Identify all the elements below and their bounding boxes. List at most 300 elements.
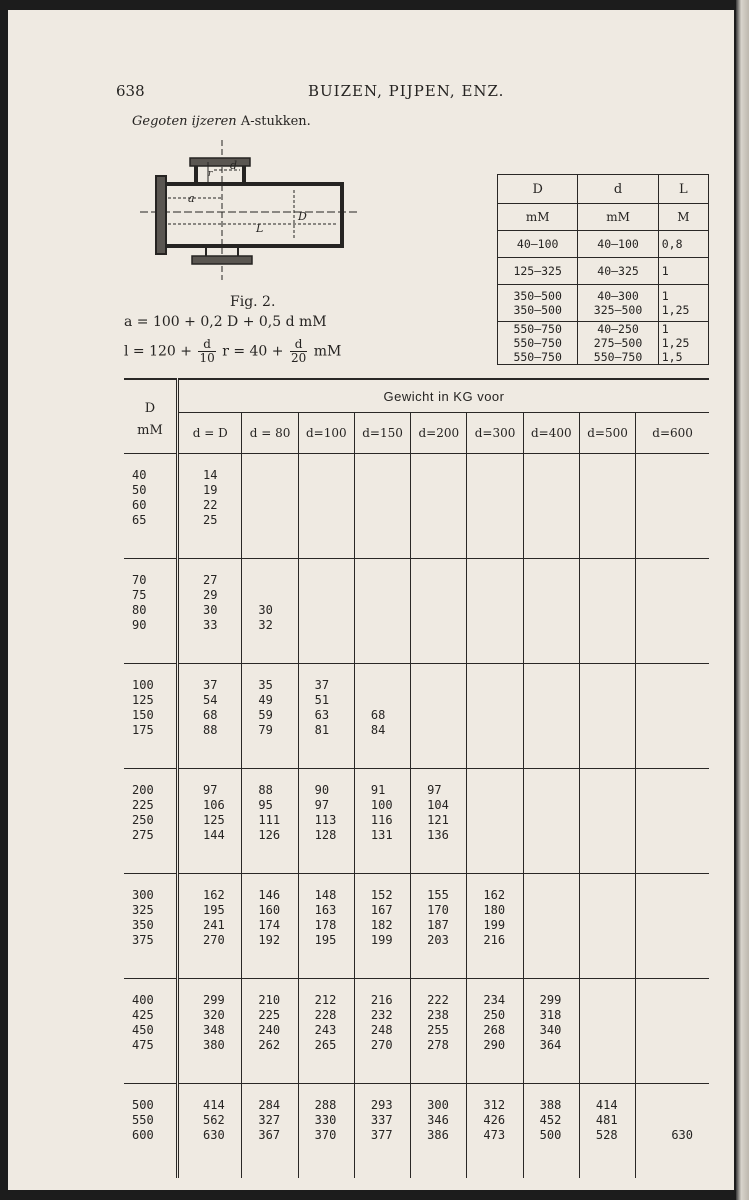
cell-line: 550—750 xyxy=(593,350,643,364)
weight-value: 255 xyxy=(427,1023,449,1037)
diameter-cell xyxy=(124,664,178,769)
column-header: d=200 xyxy=(411,413,467,454)
formula-l-suffix: mM xyxy=(313,343,342,360)
weight-value: 152 xyxy=(370,888,393,902)
weight-value: 364 xyxy=(539,1038,562,1052)
weight-value: 27 xyxy=(203,573,218,587)
weight-value: 318 xyxy=(539,1008,562,1022)
column-header: d=100 xyxy=(298,413,354,454)
weight-cell xyxy=(636,454,709,559)
weight-value: 25 xyxy=(203,513,218,527)
weight-cell xyxy=(636,979,709,1084)
weight-value: 180 xyxy=(483,903,506,917)
weight-cell xyxy=(242,1084,298,1179)
weight-value: 241 xyxy=(203,918,225,932)
cell-line: 1 xyxy=(661,322,669,336)
weight-cell xyxy=(411,769,467,874)
weight-cell xyxy=(579,1084,635,1179)
header-L: L xyxy=(658,175,708,204)
weight-cell xyxy=(242,979,298,1084)
weight-value: 562 xyxy=(203,1113,225,1127)
weight-value: 49 xyxy=(258,693,273,707)
table-cell xyxy=(498,258,578,285)
group-title: Gewicht in KG voor xyxy=(178,379,710,413)
weight-value: 22 xyxy=(203,498,218,512)
formula-a: a = 100 + 0,2 D + 0,5 d mM xyxy=(124,314,327,330)
weight-value: 228 xyxy=(314,1008,337,1022)
weight-value: 346 xyxy=(427,1113,449,1127)
cell-line: 125—325 xyxy=(513,264,562,278)
weight-value: 199 xyxy=(370,933,393,947)
row-header-label: D xyxy=(144,401,156,416)
weight-value: 212 xyxy=(314,993,337,1007)
weight-value: 262 xyxy=(258,1038,281,1052)
weight-value: 37 xyxy=(314,678,330,692)
diameter-value: 200 xyxy=(132,783,154,797)
weight-cell xyxy=(242,769,298,874)
weight-value: 51 xyxy=(314,693,330,707)
weight-value: 630 xyxy=(671,1128,693,1142)
weight-value: 195 xyxy=(203,903,225,917)
weight-value: 250 xyxy=(483,1008,506,1022)
weight-cell xyxy=(411,1084,467,1179)
weight-value: 37 xyxy=(203,678,218,692)
running-title: BUIZEN, PIJPEN, ENZ. xyxy=(308,82,505,100)
fraction-d-20 xyxy=(290,338,307,365)
diameter-value: 400 xyxy=(132,993,154,1007)
fraction-numerator: d xyxy=(198,338,215,352)
weight-value: 121 xyxy=(427,813,449,827)
diameter-cell xyxy=(124,559,178,664)
weight-cell xyxy=(411,874,467,979)
diameter-value: 375 xyxy=(132,933,154,947)
weight-value: 59 xyxy=(258,708,273,722)
weight-cell xyxy=(579,769,635,874)
weight-value xyxy=(652,1113,693,1128)
weight-value: 240 xyxy=(258,1023,281,1037)
weight-value: 340 xyxy=(539,1023,562,1037)
weight-cell xyxy=(636,664,709,769)
table-row-group xyxy=(124,454,709,559)
weight-cell xyxy=(242,664,298,769)
weight-value: 290 xyxy=(483,1038,506,1052)
weight-cell xyxy=(523,874,579,979)
row-header-D xyxy=(124,379,178,454)
weight-cell xyxy=(636,559,709,664)
weight-value: 367 xyxy=(258,1128,281,1142)
weight-value: 388 xyxy=(539,1098,562,1112)
weight-value: 299 xyxy=(203,993,225,1007)
column-header-row xyxy=(124,413,709,454)
weight-cell xyxy=(467,979,523,1084)
weight-value: 232 xyxy=(370,1008,393,1022)
diameter-value: 500 xyxy=(132,1098,154,1112)
weight-value: 182 xyxy=(370,918,393,932)
weight-value: 380 xyxy=(203,1038,225,1052)
table-cell xyxy=(658,322,708,365)
weight-cell xyxy=(298,559,354,664)
table-row-group xyxy=(124,769,709,874)
weight-value: 528 xyxy=(595,1128,618,1142)
column-header: d=500 xyxy=(579,413,635,454)
tee-pipe-drawing xyxy=(138,140,368,290)
weight-value: 126 xyxy=(258,828,281,842)
diameter-value: 350 xyxy=(132,918,154,932)
weight-value: 500 xyxy=(539,1128,562,1142)
weight-cell xyxy=(636,1084,709,1179)
weight-value: 199 xyxy=(483,918,506,932)
weight-value: 270 xyxy=(203,933,225,947)
diameter-value: 150 xyxy=(132,708,154,722)
weight-cell xyxy=(178,1084,242,1179)
cell-line: 40—100 xyxy=(597,237,639,251)
formula-l xyxy=(124,338,341,365)
diameter-value: 225 xyxy=(132,798,154,812)
cell-line: 40—300 xyxy=(597,289,639,303)
weight-value: 63 xyxy=(314,708,330,722)
diameter-value: 100 xyxy=(132,678,154,692)
column-header: d=300 xyxy=(467,413,523,454)
weight-cell xyxy=(298,1084,354,1179)
weight-cell xyxy=(242,559,298,664)
weight-value: 216 xyxy=(370,993,393,1007)
table-cell xyxy=(578,258,658,285)
column-header: d=600 xyxy=(636,413,709,454)
weight-value: 155 xyxy=(427,888,449,902)
table-row-group xyxy=(124,874,709,979)
diameter-value: 250 xyxy=(132,813,154,827)
weight-value xyxy=(258,588,297,603)
unit-L: M xyxy=(658,204,708,231)
header-D: D xyxy=(498,175,578,204)
weight-value: 386 xyxy=(427,1128,449,1142)
formula-l-mid: r = 40 + xyxy=(222,343,284,360)
tee-pipe-figure xyxy=(138,140,368,290)
weight-cell xyxy=(242,874,298,979)
table-cell xyxy=(578,231,658,258)
weight-value xyxy=(371,693,410,708)
weight-cell xyxy=(178,769,242,874)
weight-value: 473 xyxy=(483,1128,506,1142)
weight-value: 163 xyxy=(314,903,337,917)
table-cell xyxy=(578,285,658,322)
weight-value: 160 xyxy=(258,903,281,917)
cell-line: 1 xyxy=(661,289,669,303)
column-header: d = 80 xyxy=(242,413,298,454)
weight-value: 192 xyxy=(258,933,281,947)
weight-value: 370 xyxy=(314,1128,337,1142)
weight-value: 300 xyxy=(427,1098,449,1112)
column-header: d=400 xyxy=(523,413,579,454)
weight-cell xyxy=(411,454,467,559)
diameter-value: 80 xyxy=(132,603,147,617)
weight-value: 195 xyxy=(314,933,337,947)
table-row-group xyxy=(124,1084,709,1179)
weight-value: 278 xyxy=(427,1038,449,1052)
weight-value: 187 xyxy=(427,918,449,932)
page-number: 638 xyxy=(116,82,145,100)
weight-value: 288 xyxy=(314,1098,337,1112)
weight-value: 426 xyxy=(483,1113,506,1127)
weight-value: 265 xyxy=(314,1038,337,1052)
weight-cell xyxy=(523,454,579,559)
weight-cell xyxy=(178,979,242,1084)
cell-line: 550—750 xyxy=(513,322,562,336)
weight-cell xyxy=(579,559,635,664)
weight-value: 125 xyxy=(203,813,225,827)
formula-l-prefix: l = 120 + xyxy=(124,343,193,360)
weight-cell xyxy=(178,559,242,664)
weight-value: 54 xyxy=(203,693,218,707)
book-page xyxy=(8,10,734,1190)
label-L: L xyxy=(256,222,264,235)
unit-d: mM xyxy=(578,204,658,231)
weight-value: 270 xyxy=(370,1038,393,1052)
weight-cell xyxy=(354,874,410,979)
diameter-cell xyxy=(124,874,178,979)
weight-value: 88 xyxy=(203,723,218,737)
weight-value: 136 xyxy=(427,828,449,842)
weight-value: 146 xyxy=(258,888,281,902)
diameter-value: 40 xyxy=(132,468,147,482)
weight-value: 91 xyxy=(370,783,386,797)
weight-value: 88 xyxy=(258,783,273,797)
weight-value: 222 xyxy=(427,993,449,1007)
weight-cell xyxy=(579,874,635,979)
diameter-value: 275 xyxy=(132,828,154,842)
weight-value: 330 xyxy=(314,1113,337,1127)
weight-value: 630 xyxy=(203,1128,225,1142)
diameter-cell xyxy=(124,454,178,559)
weight-value: 414 xyxy=(203,1098,225,1112)
weight-value xyxy=(652,1098,693,1113)
weight-value: 481 xyxy=(595,1113,618,1127)
cell-line: 550—750 xyxy=(513,336,562,350)
table-cell xyxy=(658,285,708,322)
weight-cell xyxy=(411,979,467,1084)
weight-cell xyxy=(298,664,354,769)
weight-cell xyxy=(467,454,523,559)
weight-cell xyxy=(523,559,579,664)
row-header-unit: mM xyxy=(137,423,163,438)
weight-value: 144 xyxy=(203,828,225,842)
weight-value: 111 xyxy=(258,813,281,827)
weight-value: 106 xyxy=(203,798,225,812)
weight-cell xyxy=(523,769,579,874)
weight-value: 79 xyxy=(258,723,273,737)
diameter-value: 425 xyxy=(132,1008,154,1022)
label-d: d xyxy=(230,159,238,172)
book-spine xyxy=(736,0,749,1200)
weight-value xyxy=(371,678,410,693)
weight-cell xyxy=(523,979,579,1084)
cell-line: 1 xyxy=(661,264,669,278)
weight-cell xyxy=(523,664,579,769)
weight-value: 210 xyxy=(258,993,281,1007)
fraction-denominator: 10 xyxy=(199,351,215,365)
diameter-value: 450 xyxy=(132,1023,154,1037)
weight-value: 128 xyxy=(314,828,337,842)
weight-cell xyxy=(354,664,410,769)
weight-value: 131 xyxy=(370,828,393,842)
diameter-value: 70 xyxy=(132,573,147,587)
label-r: r xyxy=(208,169,213,179)
diameter-value: 550 xyxy=(132,1113,154,1127)
table-row-group xyxy=(124,559,709,664)
weight-value: 97 xyxy=(314,798,330,812)
weight-value: 30 xyxy=(258,603,273,617)
weight-value: 167 xyxy=(370,903,393,917)
page-header xyxy=(8,82,734,108)
weight-value: 377 xyxy=(370,1128,393,1142)
table-cell xyxy=(498,285,578,322)
cell-line: 40—250 xyxy=(597,322,639,336)
fraction-d-10 xyxy=(198,338,215,365)
weight-value: 284 xyxy=(258,1098,281,1112)
weight-value: 216 xyxy=(483,933,506,947)
weight-value: 19 xyxy=(203,483,218,497)
weight-value: 248 xyxy=(370,1023,393,1037)
weight-value: 174 xyxy=(258,918,281,932)
label-a: a xyxy=(188,192,195,205)
diameter-value: 475 xyxy=(132,1038,154,1052)
weight-cell xyxy=(354,769,410,874)
column-header: d = D xyxy=(192,426,228,440)
weight-cell xyxy=(579,454,635,559)
cell-line: 40—100 xyxy=(516,237,559,251)
weight-value: 170 xyxy=(427,903,449,917)
weight-value: 348 xyxy=(203,1023,225,1037)
weight-value: 293 xyxy=(370,1098,393,1112)
weight-value: 68 xyxy=(203,708,218,722)
diameter-value: 300 xyxy=(132,888,154,902)
weight-value: 97 xyxy=(203,783,218,797)
weight-cell xyxy=(354,559,410,664)
weight-table xyxy=(124,378,709,1178)
weight-value: 14 xyxy=(203,468,218,482)
weight-cell xyxy=(579,664,635,769)
column-header: d=150 xyxy=(354,413,410,454)
weight-cell xyxy=(411,664,467,769)
weight-cell xyxy=(298,874,354,979)
weight-cell xyxy=(242,454,298,559)
weight-value: 100 xyxy=(370,798,393,812)
weight-cell xyxy=(178,874,242,979)
weight-value: 312 xyxy=(483,1098,506,1112)
diameter-value: 325 xyxy=(132,903,154,917)
diameter-value: 125 xyxy=(132,693,154,707)
weight-cell xyxy=(411,559,467,664)
weight-cell xyxy=(579,979,635,1084)
cell-line: 325—500 xyxy=(593,303,643,317)
label-D: D xyxy=(298,210,307,223)
weight-value: 30 xyxy=(203,603,218,617)
weight-value: 33 xyxy=(203,618,218,632)
weight-value: 68 xyxy=(370,708,386,722)
diameter-value: 60 xyxy=(132,498,147,512)
cell-line: 550—750 xyxy=(513,350,562,364)
diameter-value: 75 xyxy=(132,588,147,602)
unit-D: mM xyxy=(498,204,578,231)
cell-line: 1,25 xyxy=(661,303,690,317)
weight-value: 95 xyxy=(258,798,273,812)
weight-value: 203 xyxy=(427,933,449,947)
weight-value: 320 xyxy=(203,1008,225,1022)
weight-value: 178 xyxy=(314,918,337,932)
table-row-group xyxy=(124,979,709,1084)
cell-line: 40—325 xyxy=(597,264,639,278)
weight-cell xyxy=(636,769,709,874)
header-d: d xyxy=(578,175,658,204)
weight-cell xyxy=(467,559,523,664)
weight-cell xyxy=(467,1084,523,1179)
diameter-value: 175 xyxy=(132,723,154,737)
weight-cell xyxy=(467,874,523,979)
weight-cell xyxy=(636,874,709,979)
subtitle-italic: Gegoten ijzeren xyxy=(132,114,237,129)
weight-value: 238 xyxy=(427,1008,449,1022)
weight-value: 243 xyxy=(314,1023,337,1037)
weight-value: 29 xyxy=(203,588,218,602)
cell-line: 350—500 xyxy=(513,303,562,317)
diameter-value: 65 xyxy=(132,513,147,527)
weight-cell xyxy=(354,454,410,559)
table-cell xyxy=(498,231,578,258)
table-cell xyxy=(658,231,708,258)
cell-line: 1,25 xyxy=(661,336,690,350)
weight-value: 162 xyxy=(203,888,225,902)
weight-value: 162 xyxy=(483,888,506,902)
weight-value: 268 xyxy=(483,1023,506,1037)
weight-cell xyxy=(298,769,354,874)
weight-value: 90 xyxy=(314,783,330,797)
weight-cell xyxy=(467,769,523,874)
fraction-numerator: d xyxy=(290,338,307,352)
weight-value: 327 xyxy=(258,1113,281,1127)
weight-cell xyxy=(178,454,242,559)
subtitle-upright: A-stukken. xyxy=(240,114,311,129)
diameter-value: 600 xyxy=(132,1128,154,1142)
weight-value: 234 xyxy=(483,993,506,1007)
table-cell xyxy=(578,322,658,365)
weight-value: 35 xyxy=(258,678,273,692)
diameter-cell xyxy=(124,769,178,874)
weight-value: 299 xyxy=(539,993,562,1007)
weight-cell xyxy=(523,1084,579,1179)
weight-value: 225 xyxy=(258,1008,281,1022)
weight-cell xyxy=(178,664,242,769)
section-subtitle xyxy=(132,114,311,129)
fraction-denominator: 20 xyxy=(290,351,307,365)
table-cell xyxy=(658,258,708,285)
weight-value: 116 xyxy=(370,813,393,827)
cell-line: 0,8 xyxy=(661,237,683,251)
diameter-value: 90 xyxy=(132,618,147,632)
weight-value: 414 xyxy=(595,1098,618,1112)
table-row-group xyxy=(124,664,709,769)
diameter-cell xyxy=(124,1084,178,1179)
weight-cell xyxy=(298,454,354,559)
table-cell xyxy=(498,322,578,365)
cell-line: 350—500 xyxy=(513,289,562,303)
cell-line: 1,5 xyxy=(661,350,683,364)
weight-value: 104 xyxy=(427,798,449,812)
weight-value: 452 xyxy=(539,1113,562,1127)
weight-value xyxy=(258,573,297,588)
length-table xyxy=(497,174,709,365)
weight-value: 148 xyxy=(314,888,337,902)
weight-table-body xyxy=(124,454,709,1179)
